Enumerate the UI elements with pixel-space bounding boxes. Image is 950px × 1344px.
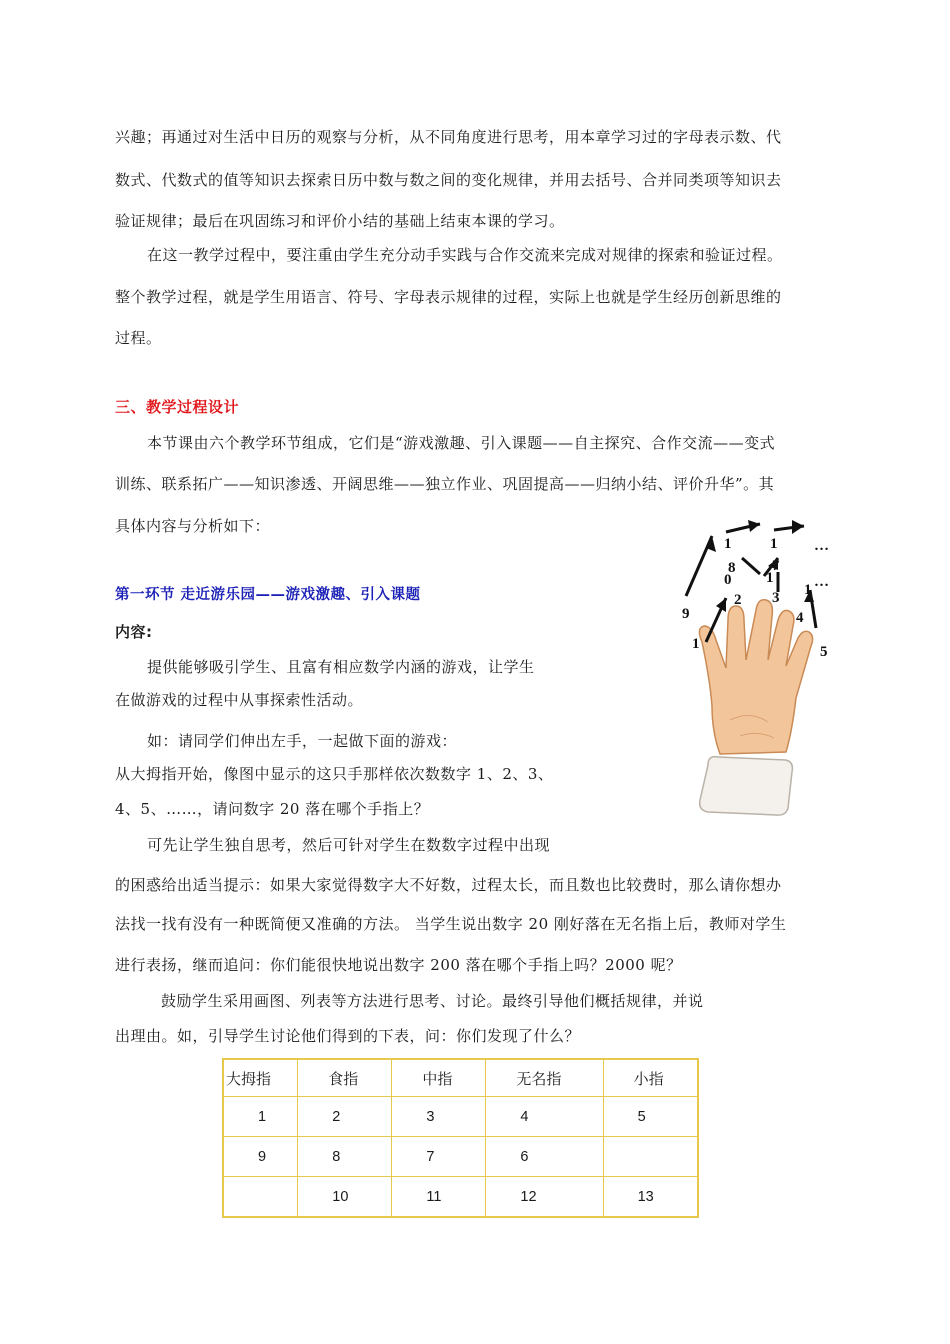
paragraph-line: 进行表扬，继而追问：你们能很快地说出数字 200 落在哪个手指上吗？2000 呢？	[115, 956, 682, 974]
table-cell: 12	[486, 1177, 603, 1218]
paragraph-line: 法找一找有没有一种既简便又准确的方法。 当学生说出数字 20 刚好落在无名指上后，教师对学生	[115, 915, 787, 933]
table-row	[223, 1177, 698, 1218]
table-header: 大拇指	[223, 1059, 298, 1097]
paragraph-line: 数式、代数式的值等知识去探索日历中数与数之间的变化规律，并用去括号、合并同类项等知识去	[115, 171, 782, 189]
paragraph-line: 可先让学生独自思考，然后可针对学生在数数字过程中出现	[147, 836, 551, 854]
paragraph-line: 验证规律；最后在巩固练习和评价小结的基础上结束本课的学习。	[115, 212, 565, 230]
table-cell	[223, 1177, 298, 1218]
content-label: 内容:	[115, 623, 153, 641]
table-cell: 2	[298, 1097, 392, 1137]
finger-label: 0	[724, 572, 732, 588]
table-cell: 3	[392, 1097, 486, 1137]
finger-label: 7	[772, 558, 780, 574]
table-cell: 10	[298, 1177, 392, 1218]
finger-label: 3	[772, 590, 780, 606]
paragraph-line: 整个教学过程，就是学生用语言、符号、字母表示规律的过程，实际上也就是学生经历创新思维的	[115, 288, 782, 306]
table-cell: 7	[392, 1137, 486, 1177]
finger-label: 1	[770, 536, 778, 552]
table-header-row	[223, 1059, 698, 1097]
finger-label: 4	[796, 610, 804, 626]
paragraph-line: 的困惑给出适当提示：如果大家觉得数字大不好数，过程太长，而且数也比较费时，那么请你想办	[115, 876, 782, 894]
table-row	[223, 1097, 698, 1137]
paragraph-line: 兴趣；再通过对生活中日历的观察与分析，从不同角度进行思考，用本章学习过的字母表示数、代	[115, 128, 782, 146]
table-cell: 6	[486, 1137, 603, 1177]
paragraph-line: 从大拇指开始，像图中显示的这只手那样依次数数字 1、2、3、	[115, 765, 554, 783]
finger-number-table	[222, 1058, 699, 1218]
finger-label: 1	[692, 636, 700, 652]
table-header: 无名指	[486, 1059, 603, 1097]
finger-label: 5	[820, 644, 828, 660]
paragraph-line: 训练、联系拓广——知识渗透、开阔思维——独立作业、巩固提高——归纳小结、评价升华”。其	[115, 475, 775, 493]
table-cell: 1	[223, 1097, 298, 1137]
paragraph-line: 提供能够吸引学生、且富有相应数学内涵的游戏，让学生	[147, 658, 535, 676]
table-cell: 8	[298, 1137, 392, 1177]
finger-label: …	[814, 538, 829, 554]
table-cell: 13	[603, 1177, 698, 1218]
table-cell: 9	[223, 1137, 298, 1177]
finger-label: 1	[804, 582, 812, 598]
paragraph-line: 具体内容与分析如下：	[115, 517, 271, 535]
table-header: 中指	[392, 1059, 486, 1097]
stage-heading: 第一环节 走近游乐园——游戏激趣、引入课题	[115, 587, 421, 603]
table-cell: 11	[392, 1177, 486, 1218]
finger-label: 8	[728, 560, 736, 576]
paragraph-line: 出理由。如，引导学生讨论他们得到的下表，问：你们发现了什么？	[115, 1027, 581, 1045]
paragraph-line: 鼓励学生采用画图、列表等方法进行思考、讨论。最终引导他们概括规律，并说	[161, 992, 704, 1010]
sleeve-cuff	[700, 757, 793, 815]
finger-label: 1	[724, 536, 732, 552]
paragraph-line: 如：请同学们伸出左手，一起做下面的游戏：	[147, 732, 458, 750]
section-heading: 三、教学过程设计	[115, 398, 240, 416]
table-cell: 4	[486, 1097, 603, 1137]
table-cell	[603, 1137, 698, 1177]
finger-label: …	[814, 574, 829, 590]
paragraph-line: 4、5、……，请问数字 20 落在哪个手指上？	[115, 800, 430, 818]
table-cell: 5	[603, 1097, 698, 1137]
table-header: 食指	[298, 1059, 392, 1097]
paragraph-line: 在做游戏的过程中从事探索性活动。	[115, 691, 364, 709]
paragraph-line: 过程。	[115, 329, 162, 347]
finger-label: 2	[734, 592, 742, 608]
paragraph-line: 在这一教学过程中，要注重由学生充分动手实践与合作交流来完成对规律的探索和验证过程。	[147, 246, 783, 264]
finger-label: 1	[766, 570, 774, 586]
table-header: 小指	[603, 1059, 698, 1097]
table-row	[223, 1137, 698, 1177]
finger-label: 9	[682, 606, 690, 622]
hand-illustration	[668, 510, 848, 820]
paragraph-line: 本节课由六个教学环节组成，它们是“游戏激趣、引入课题——自主探究、合作交流——变式	[147, 434, 776, 452]
hand-counting-figure	[668, 510, 848, 820]
